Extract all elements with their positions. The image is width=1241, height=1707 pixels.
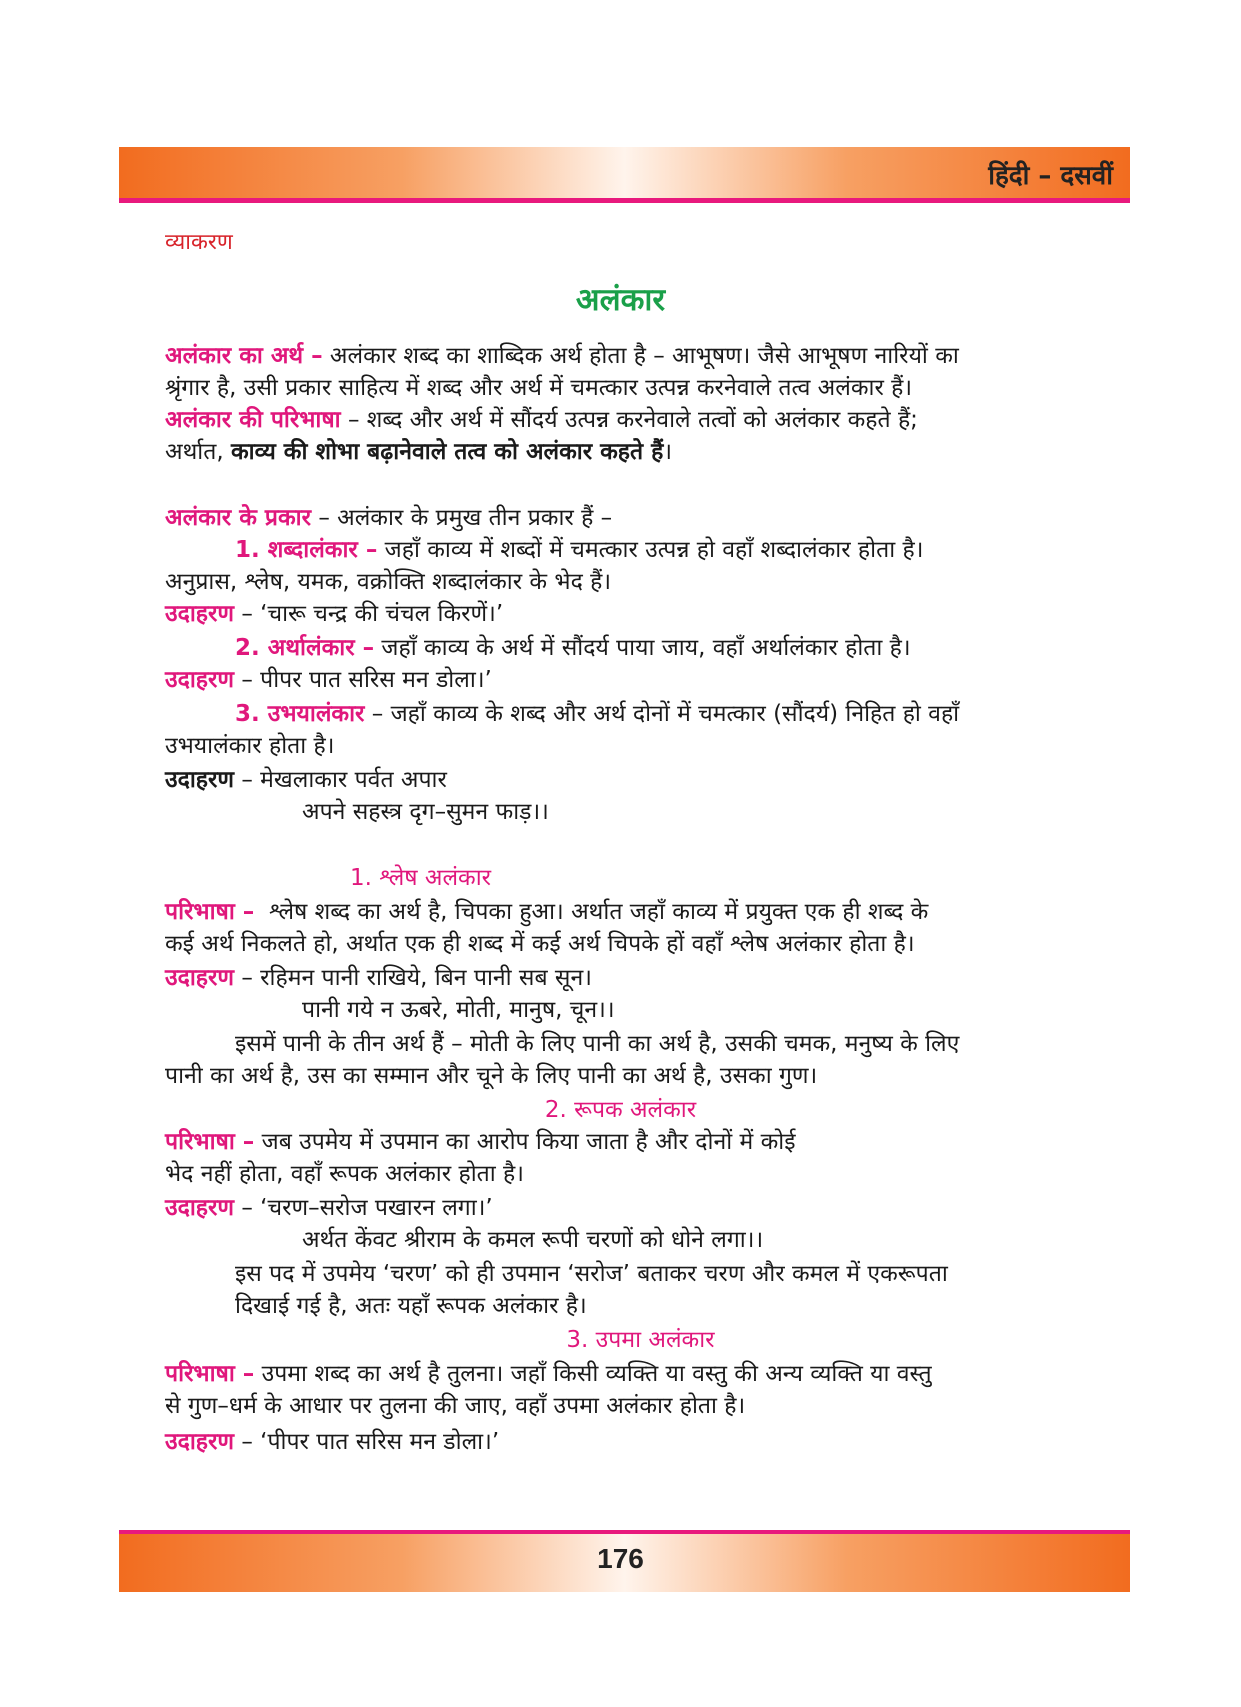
paribhasha-end: । bbox=[663, 439, 673, 465]
book-subject: हिंदी – दसवीं bbox=[988, 161, 1113, 191]
type-3-line-2: उभयालंकार होता है। bbox=[165, 733, 335, 759]
paribhasha-text-1: – शब्द और अर्थ में सौंदर्य उत्पन्न करनेवाले तत्वों को अलंकार कहते हैं; bbox=[347, 407, 918, 433]
shlesh-explain-2: पानी का अर्थ है, उस का सम्मान और चूने के लिए पानी का अर्थ है, उसका गुण। bbox=[165, 1063, 818, 1089]
type-1-example bbox=[165, 598, 503, 630]
page-title: अलंकार bbox=[575, 282, 666, 318]
arth-text-1: अलंकार शब्द का शाब्दिक अर्थ होता है – आभूषण। जैसे आभूषण नारियों का bbox=[329, 343, 959, 369]
type-2-label: 2. अर्थालंकार – bbox=[235, 635, 375, 661]
upma-def-line-2: से गुण–धर्म के आधार पर तुलना की जाए, वहाँ उपमा अलंकार होता है। bbox=[165, 1393, 746, 1419]
type-3-example-label: उदाहरण bbox=[165, 767, 235, 793]
type-2-text-1: जहाँ काव्य के अर्थ में सौंदर्य पाया जाय, वहाँ अर्थालंकार होता है। bbox=[381, 635, 911, 661]
upma-example-text-1: – ‘पीपर पात सरिस मन डोला।’ bbox=[241, 1429, 500, 1455]
shlesh-example bbox=[165, 962, 592, 994]
header-band bbox=[119, 147, 1130, 199]
arth-label: अलंकार का अर्थ – bbox=[165, 343, 323, 369]
header-divider bbox=[119, 198, 1130, 203]
type-3-label: 3. उभयालंकार bbox=[235, 701, 365, 727]
shlesh-def-line-1 bbox=[165, 896, 928, 928]
rupak-explain-1: इस पद में उपमेय ‘चरण’ को ही उपमान ‘सरोज’ बताकर चरण और कमल में एकरूपता bbox=[235, 1261, 948, 1287]
rupak-def-line-2: भेद नहीं होता, वहाँ रूपक अलंकार होता है। bbox=[165, 1161, 524, 1187]
upma-def-line-1 bbox=[165, 1358, 932, 1390]
type-1-line-1 bbox=[235, 534, 923, 566]
upma-heading: 3. उपमा अलंकार bbox=[566, 1327, 715, 1353]
type-3-example-text-2: अपने सहस्त्र दृग–सुमन फाड़।। bbox=[302, 799, 549, 825]
rupak-def-line-1 bbox=[165, 1126, 796, 1158]
paribhasha-bold: काव्य की शोभा बढ़ानेवाले तत्व को अलंकार कहते हैं bbox=[230, 439, 664, 465]
paribhasha-label: अलंकार की परिभाषा bbox=[165, 407, 341, 433]
type-2-example bbox=[165, 664, 492, 696]
prakar-label: अलंकार के प्रकार bbox=[165, 505, 311, 531]
shlesh-def-text-1: श्लेष शब्द का अर्थ है, चिपका हुआ। अर्थात जहाँ काव्य में प्रयुक्त एक ही शब्द के bbox=[268, 899, 929, 925]
type-3-text-1: – जहाँ काव्य के शब्द और अर्थ दोनों में चमत्कार (सौंदर्य) निहित हो वहाँ bbox=[371, 701, 960, 727]
upma-def-text-1: उपमा शब्द का अर्थ है तुलना। जहाँ किसी व्यक्ति या वस्तु की अन्य व्यक्ति या वस्तु bbox=[261, 1361, 932, 1387]
paribhasha-line-2 bbox=[165, 436, 672, 468]
rupak-example-text-1: – ‘चरण–सरोज पखारन लगा।’ bbox=[241, 1195, 493, 1221]
paribhasha-pre: अर्थात, bbox=[165, 439, 224, 465]
type-3-example-text: – मेखलाकार पर्वत अपार bbox=[241, 767, 447, 793]
shlesh-example-text-2: पानी गये न ऊबरे, मोती, मानुष, चून।। bbox=[302, 997, 615, 1023]
type-2-line-1 bbox=[235, 632, 911, 664]
type-1-line-2: अनुप्रास, श्लेष, यमक, वक्रोक्ति शब्दालंकार के भेद हैं। bbox=[165, 569, 612, 595]
type-2-example-label: उदाहरण bbox=[165, 667, 235, 693]
type-1-example-label: उदाहरण bbox=[165, 601, 235, 627]
type-2-example-text: – पीपर पात सरिस मन डोला।’ bbox=[241, 667, 492, 693]
rupak-def-text-1: जब उपमेय में उपमान का आरोप किया जाता है और दोनों में कोई bbox=[261, 1129, 796, 1155]
upma-example-label: उदाहरण bbox=[165, 1429, 235, 1455]
rupak-example bbox=[165, 1192, 493, 1224]
paribhasha-line-1 bbox=[165, 404, 918, 436]
rupak-explain-2: दिखाई गई है, अतः यहाँ रूपक अलंकार है। bbox=[235, 1293, 587, 1319]
shlesh-def-line-2: कई अर्थ निकलते हो, अर्थात एक ही शब्द में कई अर्थ चिपके हों वहाँ श्लेष अलंकार होता है। bbox=[165, 931, 915, 957]
arth-line-1 bbox=[165, 340, 959, 372]
type-1-label: 1. शब्दालंकार – bbox=[235, 537, 378, 563]
upma-example bbox=[165, 1426, 499, 1458]
rupak-example-label: उदाहरण bbox=[165, 1195, 235, 1221]
page-number: 176 bbox=[597, 1543, 644, 1574]
arth-line-2: श्रृंगार है, उसी प्रकार साहित्य में शब्द और अर्थ में चमत्कार उत्पन्न करनेवाले तत्व अलंकार हैं। bbox=[165, 375, 913, 401]
shlesh-def-label: परिभाषा – bbox=[165, 899, 255, 925]
upma-def-label: परिभाषा – bbox=[165, 1361, 255, 1387]
section-label: व्याकरण bbox=[165, 230, 233, 255]
rupak-heading: 2. रूपक अलंकार bbox=[544, 1097, 697, 1123]
rupak-def-label: परिभाषा – bbox=[165, 1129, 255, 1155]
shlesh-explain-1: इसमें पानी के तीन अर्थ हैं – मोती के लिए पानी का अर्थ है, उसकी चमक, मनुष्य के लिए bbox=[235, 1031, 960, 1057]
shlesh-heading: 1. श्लेष अलंकार bbox=[349, 865, 492, 891]
type-1-example-text: – ‘चारू चन्द्र की चंचल किरणें।’ bbox=[241, 601, 504, 627]
shlesh-example-label: उदाहरण bbox=[165, 965, 235, 991]
type-3-line-1 bbox=[235, 698, 959, 730]
type-1-text-1: जहाँ काव्य में शब्दों में चमत्कार उत्पन्न हो वहाँ शब्दालंकार होता है। bbox=[384, 537, 924, 563]
rupak-example-text-2: अर्थत केंवट श्रीराम के कमल रूपी चरणों को धोने लगा।। bbox=[302, 1227, 764, 1253]
prakar-line bbox=[165, 502, 612, 534]
prakar-text: – अलंकार के प्रमुख तीन प्रकार हैं – bbox=[318, 505, 613, 531]
shlesh-example-text-1: – रहिमन पानी राखिये, बिन पानी सब सून। bbox=[241, 965, 592, 991]
type-3-example bbox=[165, 764, 447, 796]
